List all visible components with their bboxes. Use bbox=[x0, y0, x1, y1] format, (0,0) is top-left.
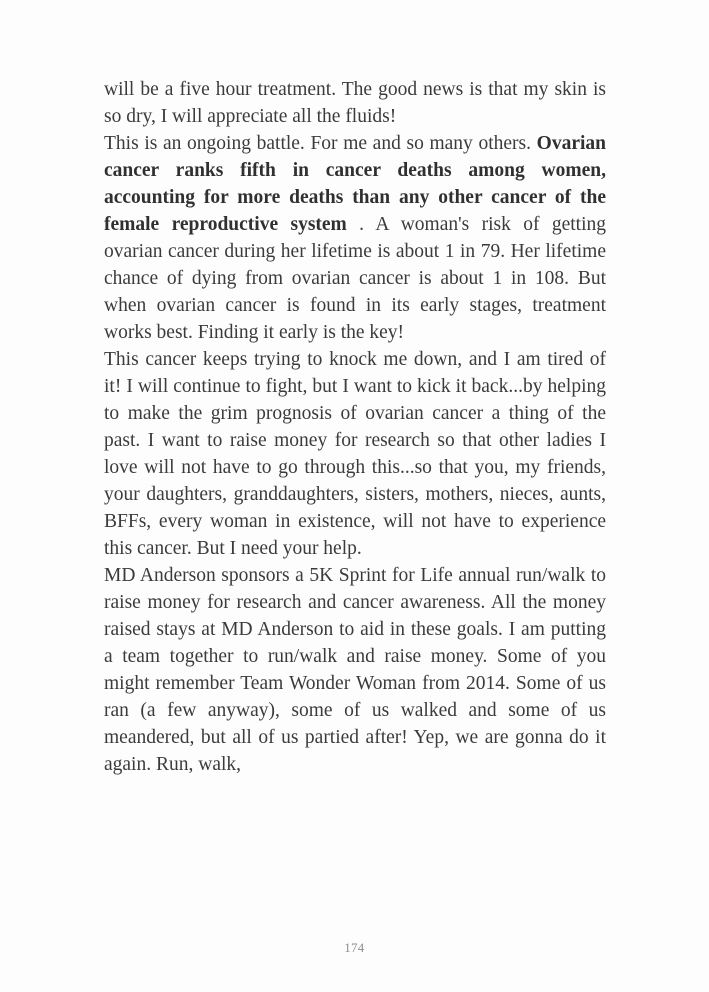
paragraph-2 bbox=[104, 130, 606, 346]
paragraph-1: will be a five hour treatment. The good news is that my skin is so dry, I will appreciate all the fluids! bbox=[104, 79, 606, 127]
paragraph-2-text-after-bold: . A woman's risk of getting ovarian cancer during her lifetime is about 1 in 79. Her lifetime chance of dying from ovarian cancer is about 1 in 108. But when ovarian cancer is found in its early stages, treatment works best. Finding it early is the key! bbox=[104, 214, 606, 343]
page-number: 174 bbox=[344, 941, 365, 955]
paragraph-2-text-before-bold: This is an ongoing battle. For me and so many others. bbox=[104, 133, 537, 154]
page-text bbox=[104, 76, 606, 778]
paragraph-3: This cancer keeps trying to knock me down, and I am tired of it! I will continue to fight, but I want to kick it back...by helping to make the grim prognosis of ovarian cancer a thing of the past. I want to raise money for research so that other ladies I love will not have to go through this...so that you, my friends, your daughters, granddaughters, sisters, mothers, nieces, aunts, BFFs, every woman in existence, will not have to experience this cancer. But I need your help. bbox=[104, 349, 606, 559]
paragraph-4: MD Anderson sponsors a 5K Sprint for Life annual run/walk to raise money for research and cancer awareness. All the money raised stays at MD Anderson to aid in these goals. I am putting a team together to run/walk and raise money. Some of you might remember Team Wonder Woman from 2014. Some of us ran (a few anyway), some of us walked and some of us meandered, but all of us partied after! Yep, we are gonna do it again. Run, walk, bbox=[104, 565, 606, 775]
paragraph-2-bold-statement: Ovarian cancer ranks fifth in cancer deaths among women, accounting for more deaths than any other cancer of the female reproductive system bbox=[104, 133, 606, 235]
